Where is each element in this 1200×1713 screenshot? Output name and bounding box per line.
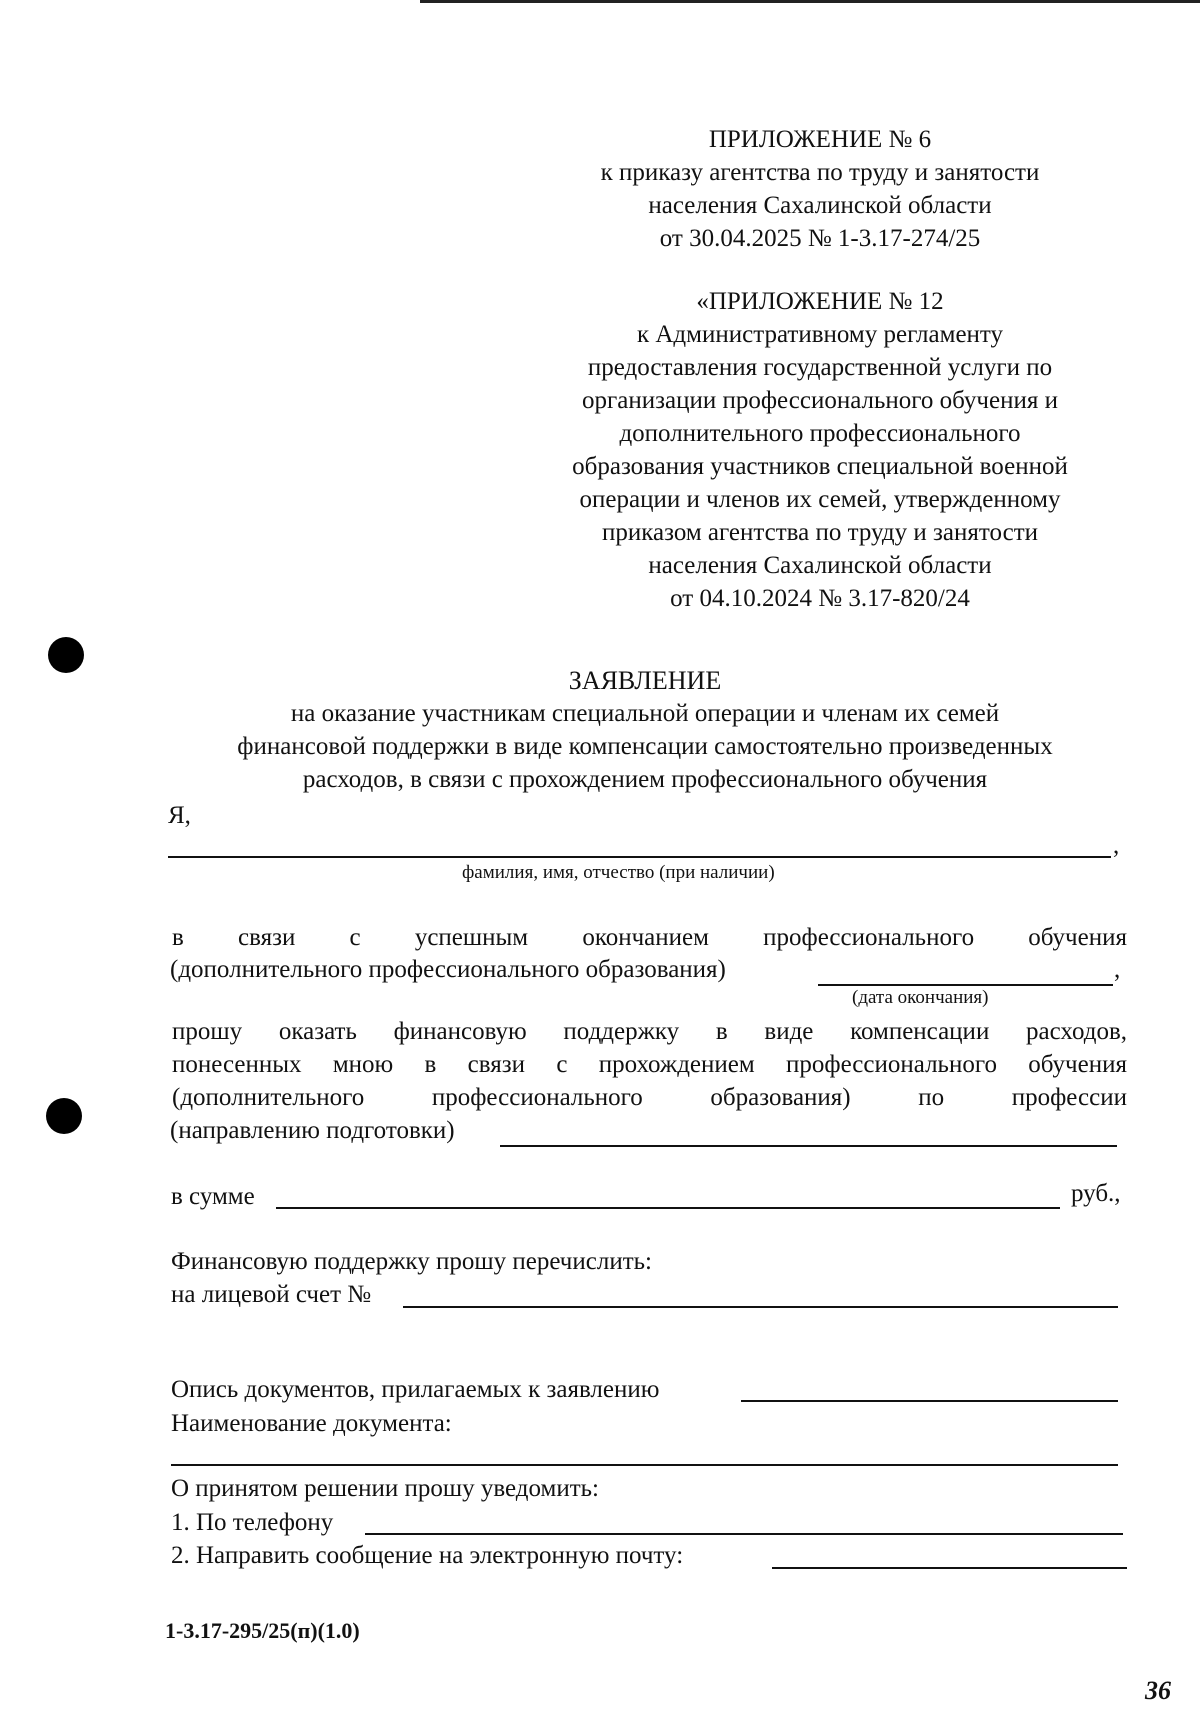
word: обучения [1028,1051,1127,1078]
request-line-3 [172,1084,1127,1112]
completion-date-field[interactable] [818,984,1113,986]
completion-comma: , [1114,956,1121,983]
statement-subtitle [150,697,1140,796]
email-field[interactable] [772,1567,1127,1569]
form-code: 1-3.17-295/25(п)(1.0) [165,1618,360,1643]
full-name-field[interactable] [168,856,1111,858]
i-label: Я, [168,802,191,829]
email-label: 2. Направить сообщение на электронную почту: [171,1542,684,1569]
word: окончанием [582,924,709,951]
page-number: 36 [1145,1676,1171,1705]
word: в [715,1018,728,1045]
account-field[interactable] [403,1306,1118,1308]
appendix-12-line: «ПРИЛОЖЕНИЕ № 12 [696,288,944,315]
appendix-12-line: образования участников специальной военной [572,453,1068,480]
docs-field[interactable] [741,1400,1118,1402]
phone-field[interactable] [365,1533,1123,1535]
appendix-12-header [520,285,1120,615]
appendix-6-line: к приказу агентства по труду и занятости [600,159,1040,186]
word: связи [467,1051,525,1078]
statement-title-block [150,664,1140,697]
punch-hole [48,637,84,673]
statement-subtitle-line: на оказание участникам специальной операции и членам их семей [290,700,1000,727]
statement-subtitle-line: расходов, в связи с прохождением профессионального обучения [302,766,988,793]
doc-name-label: Наименование документа: [171,1410,452,1437]
appendix-12-line: к Административному регламенту [636,321,1004,348]
word: с [556,1051,568,1078]
profession-field[interactable] [500,1145,1117,1147]
appendix-12-line: приказом агентства по труду и занятости [601,519,1039,546]
word: прошу [172,1018,243,1045]
appendix-6-line: населения Сахалинской области [648,192,992,219]
sum-unit: руб., [1071,1180,1121,1207]
appendix-12-line: операции и членов их семей, утвержденному [579,486,1061,513]
word: с [349,924,361,951]
appendix-6-line: ПРИЛОЖЕНИЕ № 6 [708,126,932,153]
word: (дополнительного [172,1084,365,1111]
word: виде [764,1018,814,1045]
word: по [918,1084,945,1111]
appendix-12-line: населения Сахалинской области [648,552,992,579]
date-caption: (дата окончания) [852,987,989,1008]
word: расходов, [1026,1018,1127,1045]
appendix-6-line: от 30.04.2025 № 1-3.17-274/25 [659,225,981,252]
word: в [172,924,184,951]
word: обучения [1028,924,1127,951]
word: профессионального [763,924,975,951]
word: мною [332,1051,394,1078]
docs-label: Опись документов, прилагаемых к заявлению [171,1376,660,1403]
sum-label: в сумме [171,1183,255,1210]
punch-hole [46,1098,82,1134]
word: профессии [1011,1084,1127,1111]
appendix-12-line: дополнительного профессионального [619,420,1021,447]
account-label: на лицевой счет № [171,1281,372,1308]
word: в [424,1051,437,1078]
phone-label: 1. По телефону [171,1509,334,1536]
appendix-6-header [520,123,1120,255]
word: успешным [414,924,529,951]
notify-label: О принятом решении прошу уведомить: [171,1475,599,1502]
request-line-1 [172,1018,1127,1046]
request-line-2 [172,1051,1127,1079]
sum-field[interactable] [276,1207,1060,1209]
appendix-12-line: организации профессионального обучения и [582,387,1058,414]
word: профессионального [786,1051,997,1078]
word: компенсации [850,1018,990,1045]
name-comma: , [1113,832,1120,859]
word: понесенных [172,1051,302,1078]
full-name-caption: фамилия, имя, отчество (при наличии) [462,862,775,883]
appendix-12-line: от 04.10.2024 № 3.17-820/24 [670,585,970,612]
word: финансовую [393,1018,527,1045]
word: прохождением [598,1051,755,1078]
word: связи [238,924,296,951]
statement-title: ЗАЯВЛЕНИЕ [568,666,722,695]
scan-border-line [420,0,1200,3]
word: профессионального [431,1084,643,1111]
transfer-label: Финансовую поддержку прошу перечислить: [171,1248,652,1275]
statement-subtitle-line: финансовой поддержки в виде компенсации самостоятельно произведенных [237,733,1053,760]
appendix-12-line: предоставления государственной услуги по [587,354,1053,381]
word: поддержку [563,1018,680,1045]
word: оказать [278,1018,357,1045]
request-line-4: (направлению подготовки) [170,1117,455,1144]
completion-line-2: (дополнительного профессионального образования) [170,956,726,983]
doc-name-field[interactable] [171,1464,1118,1466]
word: образования) [710,1084,851,1111]
completion-line-1 [172,924,1127,952]
